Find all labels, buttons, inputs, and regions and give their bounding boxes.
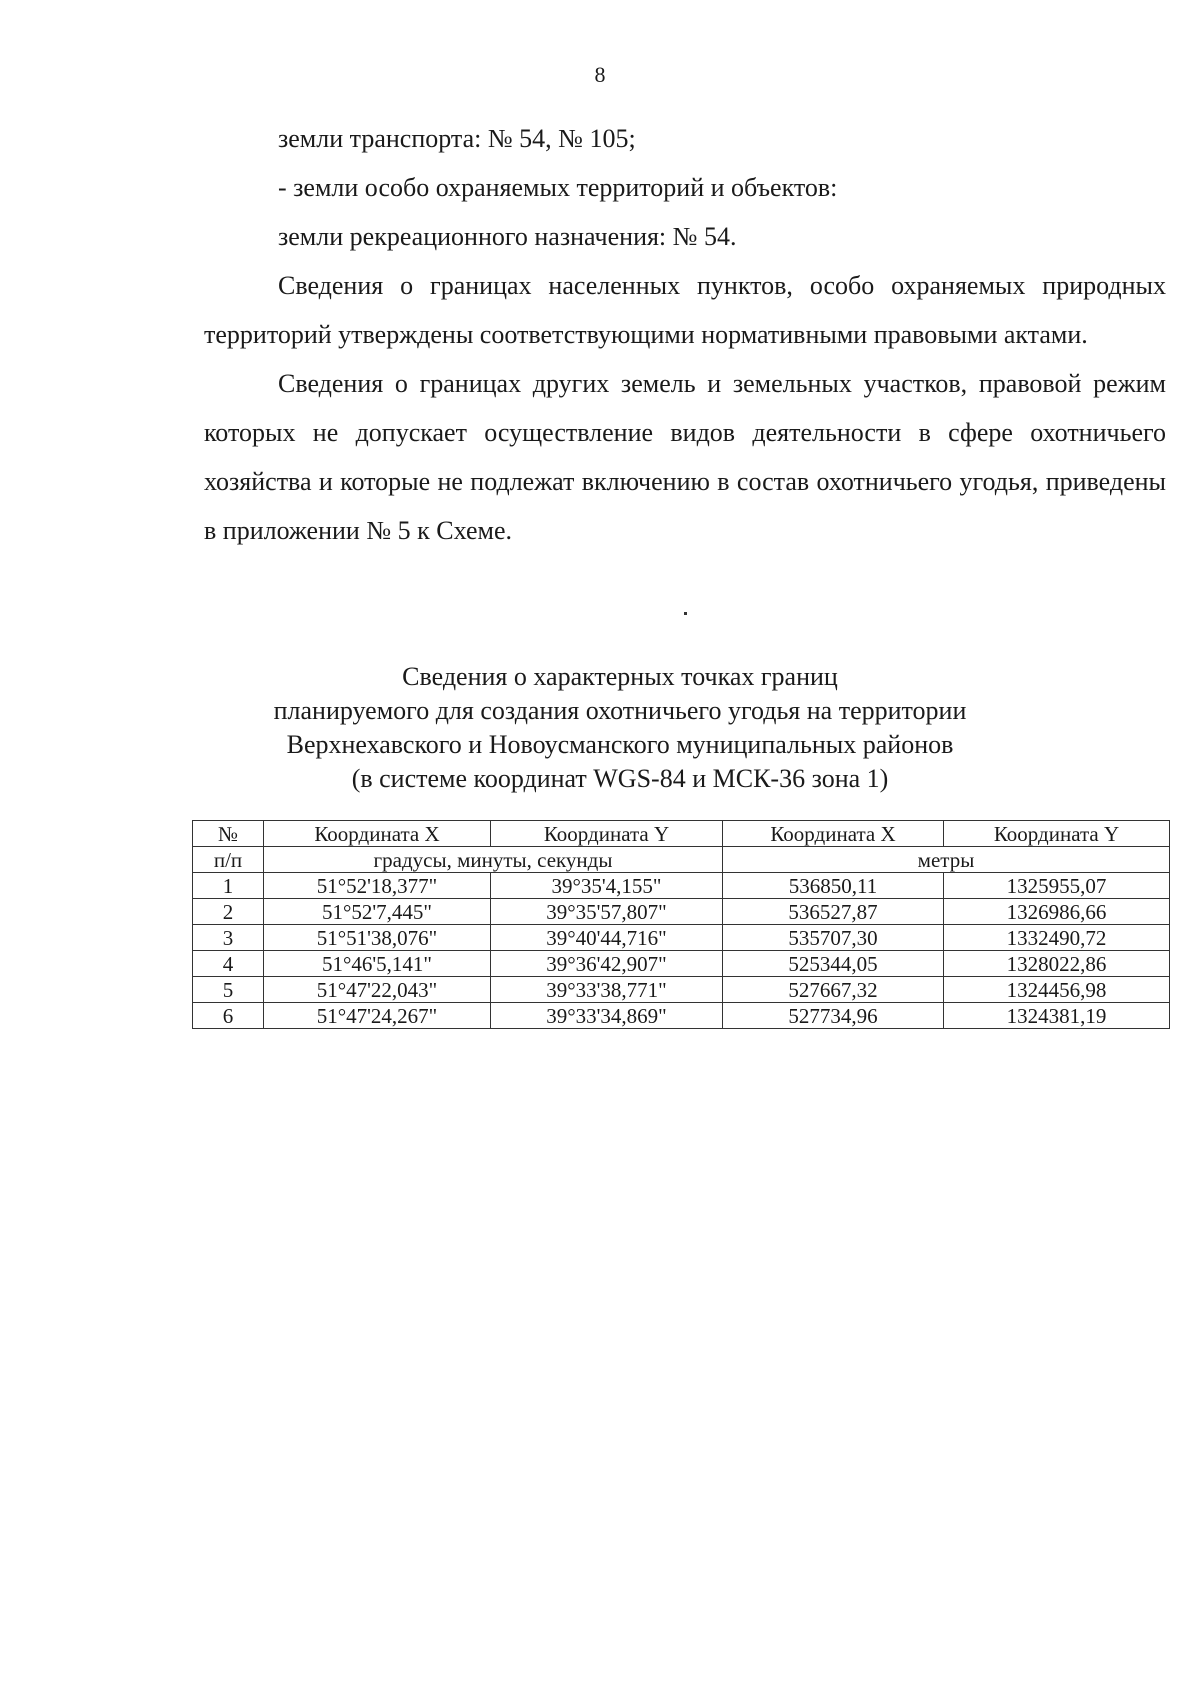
y-meters-cell: 1328022,86	[944, 951, 1170, 977]
point-number: 3	[193, 925, 264, 951]
table-header-row	[193, 821, 1170, 847]
x-meters-cell: 536527,87	[723, 899, 944, 925]
header-coord-x-m: Координата X	[723, 821, 944, 847]
table-row	[193, 873, 1170, 899]
table-subheader-row	[193, 847, 1170, 873]
y-meters-cell: 1324456,98	[944, 977, 1170, 1003]
header-coord-y-m: Координата Y	[944, 821, 1170, 847]
page-number: 8	[594, 62, 606, 87]
table-title	[0, 660, 1200, 796]
table-title-line: Сведения о характерных точках границ	[402, 662, 838, 691]
header-coord-x-deg: Координата X	[264, 821, 491, 847]
longitude-cell: 39°40'44,716"	[491, 925, 723, 951]
table-row	[193, 1003, 1170, 1029]
longitude-cell: 39°36'42,907"	[491, 951, 723, 977]
latitude-cell: 51°51'38,076"	[264, 925, 491, 951]
x-meters-cell: 535707,30	[723, 925, 944, 951]
y-meters-cell: 1325955,07	[944, 873, 1170, 899]
header-coord-y-deg: Координата Y	[491, 821, 723, 847]
header-row-index: п/п	[193, 847, 264, 873]
table-title-line: планируемого для создания охотничьего угодья на территории	[273, 696, 967, 725]
header-units-degrees: градусы, минуты, секунды	[264, 847, 723, 873]
paragraph-settlement-boundaries: Сведения о границах населенных пунктов, особо охраняемых природных территорий утверждены соответствующими нормативными правовыми актами.	[204, 271, 1166, 349]
coordinates-table	[192, 820, 1170, 1029]
paragraph-recreation-lands: земли рекреационного назначения: № 54.	[278, 222, 737, 251]
paragraph-other-boundaries: Сведения о границах других земель и земельных участков, правовой режим которых не допускает осуществление видов деятельности в сфере охотничьего хозяйства и которые не подлежат включению в состав охотничьего угодья, приведены в приложении № 5 к Схеме.	[204, 369, 1166, 545]
table-title-line: (в системе координат WGS-84 и МСК-36 зона 1)	[351, 764, 889, 793]
table-title-line: Верхнехавского и Новоусманского муниципальных районов	[286, 730, 954, 759]
table-row	[193, 899, 1170, 925]
x-meters-cell: 527667,32	[723, 977, 944, 1003]
table-row	[193, 977, 1170, 1003]
x-meters-cell: 525344,05	[723, 951, 944, 977]
y-meters-cell: 1326986,66	[944, 899, 1170, 925]
paragraph-protected-lands: - земли особо охраняемых территорий и объектов:	[278, 173, 838, 202]
latitude-cell: 51°52'7,445"	[264, 899, 491, 925]
stray-dot-mark	[684, 612, 687, 615]
point-number: 1	[193, 873, 264, 899]
x-meters-cell: 536850,11	[723, 873, 944, 899]
longitude-cell: 39°35'4,155"	[491, 873, 723, 899]
table-row	[193, 951, 1170, 977]
y-meters-cell: 1332490,72	[944, 925, 1170, 951]
point-number: 6	[193, 1003, 264, 1029]
longitude-cell: 39°35'57,807"	[491, 899, 723, 925]
point-number: 2	[193, 899, 264, 925]
latitude-cell: 51°47'24,267"	[264, 1003, 491, 1029]
header-number: №	[193, 821, 264, 847]
body-text	[204, 114, 1166, 555]
longitude-cell: 39°33'34,869"	[491, 1003, 723, 1029]
latitude-cell: 51°46'5,141"	[264, 951, 491, 977]
longitude-cell: 39°33'38,771"	[491, 977, 723, 1003]
latitude-cell: 51°52'18,377"	[264, 873, 491, 899]
latitude-cell: 51°47'22,043"	[264, 977, 491, 1003]
point-number: 5	[193, 977, 264, 1003]
header-units-meters: метры	[723, 847, 1170, 873]
paragraph-transport-lands: земли транспорта: № 54, № 105;	[278, 124, 636, 153]
point-number: 4	[193, 951, 264, 977]
table-row	[193, 925, 1170, 951]
x-meters-cell: 527734,96	[723, 1003, 944, 1029]
y-meters-cell: 1324381,19	[944, 1003, 1170, 1029]
